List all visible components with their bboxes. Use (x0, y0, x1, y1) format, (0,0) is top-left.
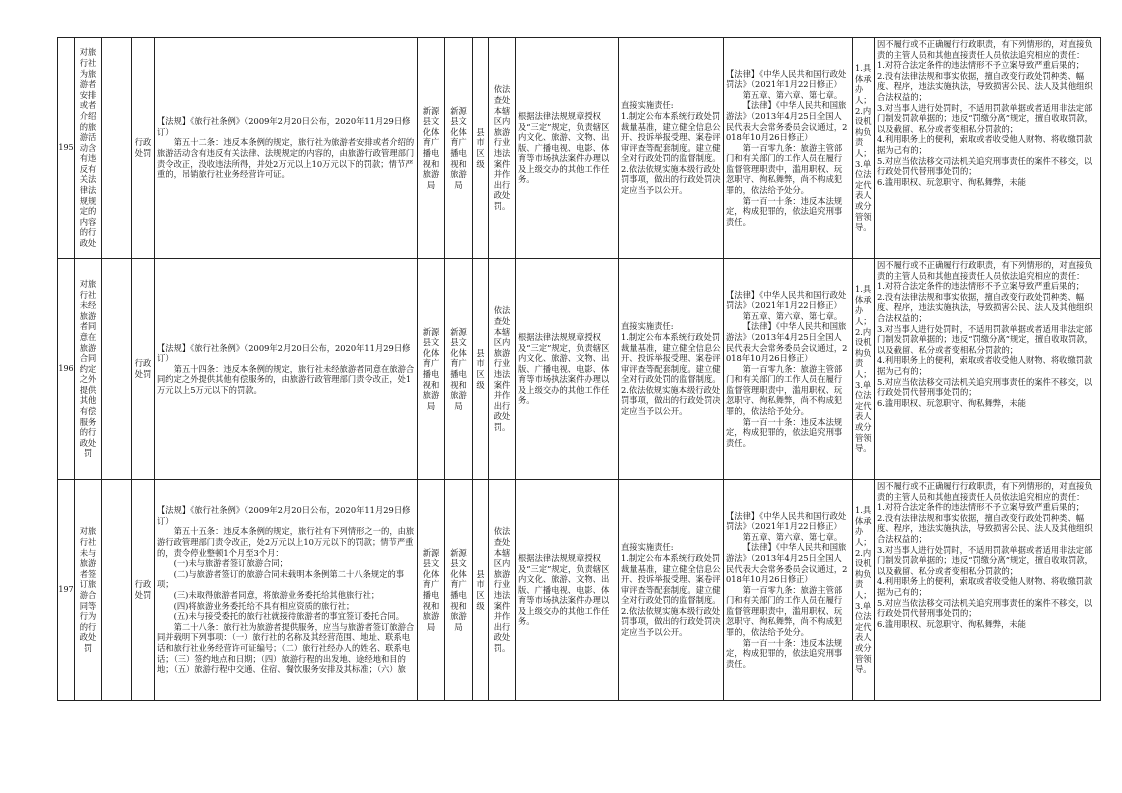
text: 第一百一十条：违反本法规定，构成犯罪的，依法追究刑事责任。 (726, 416, 843, 448)
scope (489, 259, 516, 480)
text: 【法规】《旅行社条例》（2009年2月20日公布，2020年11月29日修订） (157, 342, 411, 364)
text: (四)将旅游业务委托给不具有相应资质的旅行社； (173, 600, 355, 611)
table-row (58, 480, 1101, 701)
text: 2.没有法律法规和事实依据，擅自改变行政处罚种类、幅度、程序，违法实施执法，导致损害公民、法人及其他组织合法权益的； (877, 512, 1093, 544)
text: 依法查处本辖区内旅游行业违法案件并作出行政处罚。 (493, 84, 511, 211)
text: 因不履行或不正确履行行政职责，有下列情形的，对直接负责的主管人员和其他直接责任人员依法追究相应的责任： (877, 260, 1093, 281)
text: 1.对符合法定条件的违法情形不予立案导致严重后果的； (877, 60, 1085, 71)
text: 3.对当事人进行处罚时，不适用罚款单据或者适用非法定部门制发罚款单据的；违反“罚缴分离”规定，擅自收取罚款，以及截留、私分或者变相私分罚款的； (877, 544, 1093, 576)
implementing-dept (418, 38, 445, 259)
item-type (132, 259, 155, 480)
accountability-basis (724, 480, 853, 701)
text: 行政处罚 (134, 579, 152, 600)
text: 根据法律法规规章授权及“三定”规定，负责辖区内文化、旅游、文物、出版、广播电视、电影、体育等市场执法案件办理以及上级交办的其他工作任务。 (518, 331, 610, 406)
row-number-text: 197 (58, 584, 74, 594)
legal-basis (155, 38, 418, 259)
scope (489, 38, 516, 259)
text: 县市区级 (476, 568, 485, 611)
text: 对旅行社未与旅游者签订旅游合同等行为的行政处罚 (79, 526, 97, 653)
text: 新源县文化体育广播电视和旅游局 (422, 326, 440, 411)
text: 对旅行社为旅游者安排或者介绍的旅游活动含有违反有关法律法规规定的内容的行政处 (79, 47, 97, 249)
text: 新源县文化体育广播电视和旅游局 (450, 105, 467, 190)
text: 根据法律法规规章授权及“三定”规定，负责辖区内文化、旅游、文物、出版、广播电视、电影、体育等市场执法案件办理以及上级交办的其他工作任务。 (518, 110, 610, 185)
text: 县市区级 (476, 126, 485, 169)
text: 第一百零九条：旅游主管部门和有关部门的工作人员在履行监督管理职责中，滥用职权、玩忽职守、徇私舞弊，尚不构成犯罪的，依法给予处分。 (726, 142, 843, 196)
accountability-situations (875, 259, 1101, 480)
text: 1.制定公布本系统行政处罚裁量基准，建立健全信息公开、投诉举报受理、案卷评审评查等配套制度。建立健全对行政处罚的监督制度。 (621, 110, 721, 164)
text: 5.对应当依法移交司法机关追究刑事责任的案件不移交，以行政处罚代替刑事处罚的； (877, 597, 1093, 619)
text: 2.依法依规实施本级行政处罚事项，做出的行政处罚决定应当予以公开。 (621, 605, 721, 638)
text: 4.利用职务上的便利，索取或者收受他人财物、将收缴罚款据为己有的； (877, 576, 1093, 597)
blank-col (102, 480, 132, 701)
text: 行政处罚 (134, 137, 152, 158)
text: 4.利用职务上的便利，索取或者收受他人财物、将收缴罚款据为己有的； (877, 355, 1093, 376)
text: 1.具体承办人；2.内设机构负责人；3.单位法定代表人或分管领导。 (855, 505, 872, 675)
text: 1.制定公布本系统行政处罚裁量基准，建立健全信息公开、投诉举报受理、案卷评审评查等配套制度。建立健全对行政处罚的监督制度。 (621, 552, 721, 606)
text: 第五十四条：违反本条例的规定，旅行社未经旅游者同意在旅游合同约定之外提供其他有偿服务的，由旅游行政管理部门责令改正，处1万元以上5万元以下的罚款。 (157, 363, 415, 395)
text: (三)未取得旅游者同意，将旅游业务委托给其他旅行社； (173, 590, 380, 600)
text: 【法律】《中华人民共和国旅游法》（2013年4月25日全国人民代表大会常务委员会议通过，2018年10月26日修正） (726, 321, 848, 364)
item-name (75, 259, 102, 480)
table-row (58, 38, 1101, 259)
text: 直接实施责任: (621, 542, 674, 553)
text: 因不履行或不正确履行行政职责，有下列情形的，对直接负责的主管人员和其他直接责任人员依法追究相应的责任： (877, 481, 1093, 502)
text: (一)未与旅游者签订旅游合同； (173, 558, 288, 569)
accountability-basis (724, 38, 853, 259)
exercise-level (473, 38, 489, 259)
legal-basis (155, 480, 418, 701)
text: 第五十二条：违反本条例的规定，旅行社为旅游者安排或者介绍的旅游活动含有违反有关法律、法规规定的内容的，由旅游行政管理部门责令改正，没收违法所得，并处2万元以上10万元以下的罚款；情节严重的，吊销旅行社业务经营许可证。 (157, 137, 415, 180)
text: 第一百一十条：违反本法规定，构成犯罪的，依法追究刑事责任。 (726, 637, 843, 669)
text: 6.滥用职权、玩忽职守、徇私舞弊，未能 (877, 176, 1026, 187)
text: 新源县文化体育广播电视和旅游局 (422, 547, 440, 632)
text: 第五章、第六章、第七章。 (742, 531, 843, 542)
duty (516, 259, 619, 480)
item-type (132, 480, 155, 701)
power-list-table (57, 37, 1101, 701)
responsible-subject (853, 259, 875, 480)
duty (516, 480, 619, 701)
text: 第五章、第六章、第七章。 (742, 310, 843, 321)
item-name (75, 480, 102, 701)
responsible-subject (853, 38, 875, 259)
exercise-level (473, 259, 489, 480)
text: 3.对当事人进行处罚时，不适用罚款单据或者适用非法定部门制发罚款单据的；违反“罚缴分离”规定，擅自收取罚款，以及截留、私分或者变相私分罚款的； (877, 323, 1093, 355)
text: 5.对应当依法移交司法机关追究刑事责任的案件不移交，以行政处罚代替刑事处罚的； (877, 376, 1093, 398)
text: 2.依法依规实施本级行政处罚事项，做出的行政处罚决定应当予以公开。 (621, 163, 721, 196)
accountability-situations (875, 480, 1101, 701)
text: 直接实施责任: (621, 100, 674, 111)
text: 1.对符合法定条件的违法情形不予立案导致严重后果的； (877, 502, 1085, 513)
responsibility (619, 38, 724, 259)
text: 第五章、第六章、第七章。 (742, 89, 843, 100)
text: 直接实施责任: (621, 321, 674, 332)
blank-col (102, 38, 132, 259)
text: 【法律】《中华人民共和国行政处罚法》（2021年1月22日修正） (726, 68, 847, 90)
text: 1.制定公布本系统行政处罚裁量基准，建立健全信息公开、投诉举报受理、案卷评审评查等配套制度。建立健全对行政处罚的监督制度。 (621, 331, 721, 385)
text: 1.具体承办人；2.内设机构负责人；3.单位法定代表人或分管领导。 (855, 63, 872, 233)
responsible-dept (445, 480, 473, 701)
text: 3.对当事人进行处罚时，不适用罚款单据或者适用非法定部门制发罚款单据的；违反“罚缴分离”规定，擅自收取罚款，以及截留、私分或者变相私分罚款的； (877, 102, 1093, 134)
text: 依法查处本辖区内旅游行业违法案件并作出行政处罚。 (493, 305, 511, 432)
responsible-dept (445, 259, 473, 480)
text: 【法规】《旅行社条例》（2009年2月20日公布，2020年11月29日修订） (157, 505, 411, 526)
text: 第一百一十条：违反本法规定，构成犯罪的，依法追究刑事责任。 (726, 195, 843, 227)
text: 县市区级 (476, 347, 485, 390)
text: 新源县文化体育广播电视和旅游局 (450, 547, 467, 632)
table-row (58, 259, 1101, 480)
text: 【法律】《中华人民共和国行政处罚法》（2021年1月22日修正） (726, 510, 847, 532)
text: 【法律】《中华人民共和国行政处罚法》（2021年1月22日修正） (726, 289, 847, 311)
text: (五)未与接受委托的旅行社就接待旅游者的事宜签订委托合同。 (173, 611, 405, 622)
text: 新源县文化体育广播电视和旅游局 (450, 326, 467, 411)
text: 5.对应当依法移交司法机关追究刑事责任的案件不移交，以行政处罚代替刑事处罚的； (877, 155, 1093, 177)
blank-col (102, 259, 132, 480)
text: (二)与旅游者签订的旅游合同未载明本条例第二十八条规定的事项； (157, 568, 405, 590)
text: 对旅行社未经旅游者同意在旅游合同约定之外提供其他有偿服务的行政处罚 (79, 278, 97, 459)
text: 6.滥用职权、玩忽职守、徇私舞弊，未能 (877, 397, 1026, 408)
text: 4.利用职务上的便利，索取或者收受他人财物、将收缴罚款据为己有的； (877, 134, 1093, 155)
text: 第一百零九条：旅游主管部门和有关部门的工作人员在履行监督管理职责中，滥用职权、玩忽职守、徇私舞弊，尚不构成犯罪的，依法给予处分。 (726, 584, 843, 638)
text: 2.依法依规实施本级行政处罚事项，做出的行政处罚决定应当予以公开。 (621, 384, 721, 417)
exercise-level (473, 480, 489, 701)
text: 行政处罚 (134, 358, 152, 379)
row-number (58, 480, 75, 701)
legal-basis (155, 259, 418, 480)
text: 1.对符合法定条件的违法情形不予立案导致严重后果的； (877, 281, 1085, 292)
text: 【法律】《中华人民共和国旅游法》（2013年4月25日全国人民代表大会常务委员会议通过，2018年10月26日修正） (726, 100, 848, 143)
row-number (58, 38, 75, 259)
text: 依法查处本辖区内旅游行业违法案件并作出行政处罚。 (493, 526, 511, 653)
text: 6.滥用职权、玩忽职守、徇私舞弊，未能 (877, 618, 1026, 629)
text: 【法律】《中华人民共和国旅游法》（2013年4月25日全国人民代表大会常务委员会议通过，2018年10月26日修正） (726, 542, 848, 585)
text: 第五十五条：违反本条例的规定，旅行社有下列情形之一的，由旅游行政管理部门责令改正，处2万元以上10万元以下的罚款；情节严重的，责令停业整顿1个月至3个月： (157, 526, 415, 558)
responsibility (619, 259, 724, 480)
item-name (75, 38, 102, 259)
accountability-situations (875, 38, 1101, 259)
text: 2.没有法律法规和事实依据，擅自改变行政处罚种类、幅度、程序，违法实施执法，导致损害公民、法人及其他组织合法权益的； (877, 291, 1093, 323)
row-number-text: 195 (58, 142, 74, 152)
text: 第一百零九条：旅游主管部门和有关部门的工作人员在履行监督管理职责中，滥用职权、玩忽职守、徇私舞弊，尚不构成犯罪的，依法给予处分。 (726, 363, 843, 417)
text: 1.具体承办人；2.内设机构负责人；3.单位法定代表人或分管领导。 (855, 284, 872, 454)
implementing-dept (418, 259, 445, 480)
row-number-text: 196 (58, 363, 74, 373)
text: 根据法律法规规章授权及“三定”规定，负责辖区内文化、旅游、文物、出版、广播电视、电影、体育等市场执法案件办理以及上级交办的其他工作任务。 (518, 552, 610, 627)
text: 新源县文化体育广播电视和旅游局 (422, 105, 440, 190)
scope (489, 480, 516, 701)
row-number (58, 259, 75, 480)
implementing-dept (418, 480, 445, 701)
duty (516, 38, 619, 259)
responsibility (619, 480, 724, 701)
text: 【法规】《旅行社条例》（2009年2月20日公布，2020年11月29日修订） (157, 116, 411, 137)
text: 2.没有法律法规和事实依据，擅自改变行政处罚种类、幅度、程序，违法实施执法，导致损害公民、法人及其他组织合法权益的； (877, 70, 1093, 102)
accountability-basis (724, 259, 853, 480)
responsible-dept (445, 38, 473, 259)
text: 第二十八条：旅行社为旅游者提供服务，应当与旅游者签订旅游合同并载明下列事项：（一）旅行社的名称及其经营范围、地址、联系电话和旅行社业务经营许可证编号；（二）旅行社经办人的姓名、联系电话；（三）签约地点和日期；（四）旅游行程的出发地、途经地和目的地；（五）旅游行程中交通、住宿、餐饮服务安排及其标准；（六）旅 (157, 621, 415, 675)
item-type (132, 38, 155, 259)
responsible-subject (853, 480, 875, 701)
text: 因不履行或不正确履行行政职责，有下列情形的，对直接负责的主管人员和其他直接责任人员依法追究相应的责任： (877, 39, 1093, 60)
